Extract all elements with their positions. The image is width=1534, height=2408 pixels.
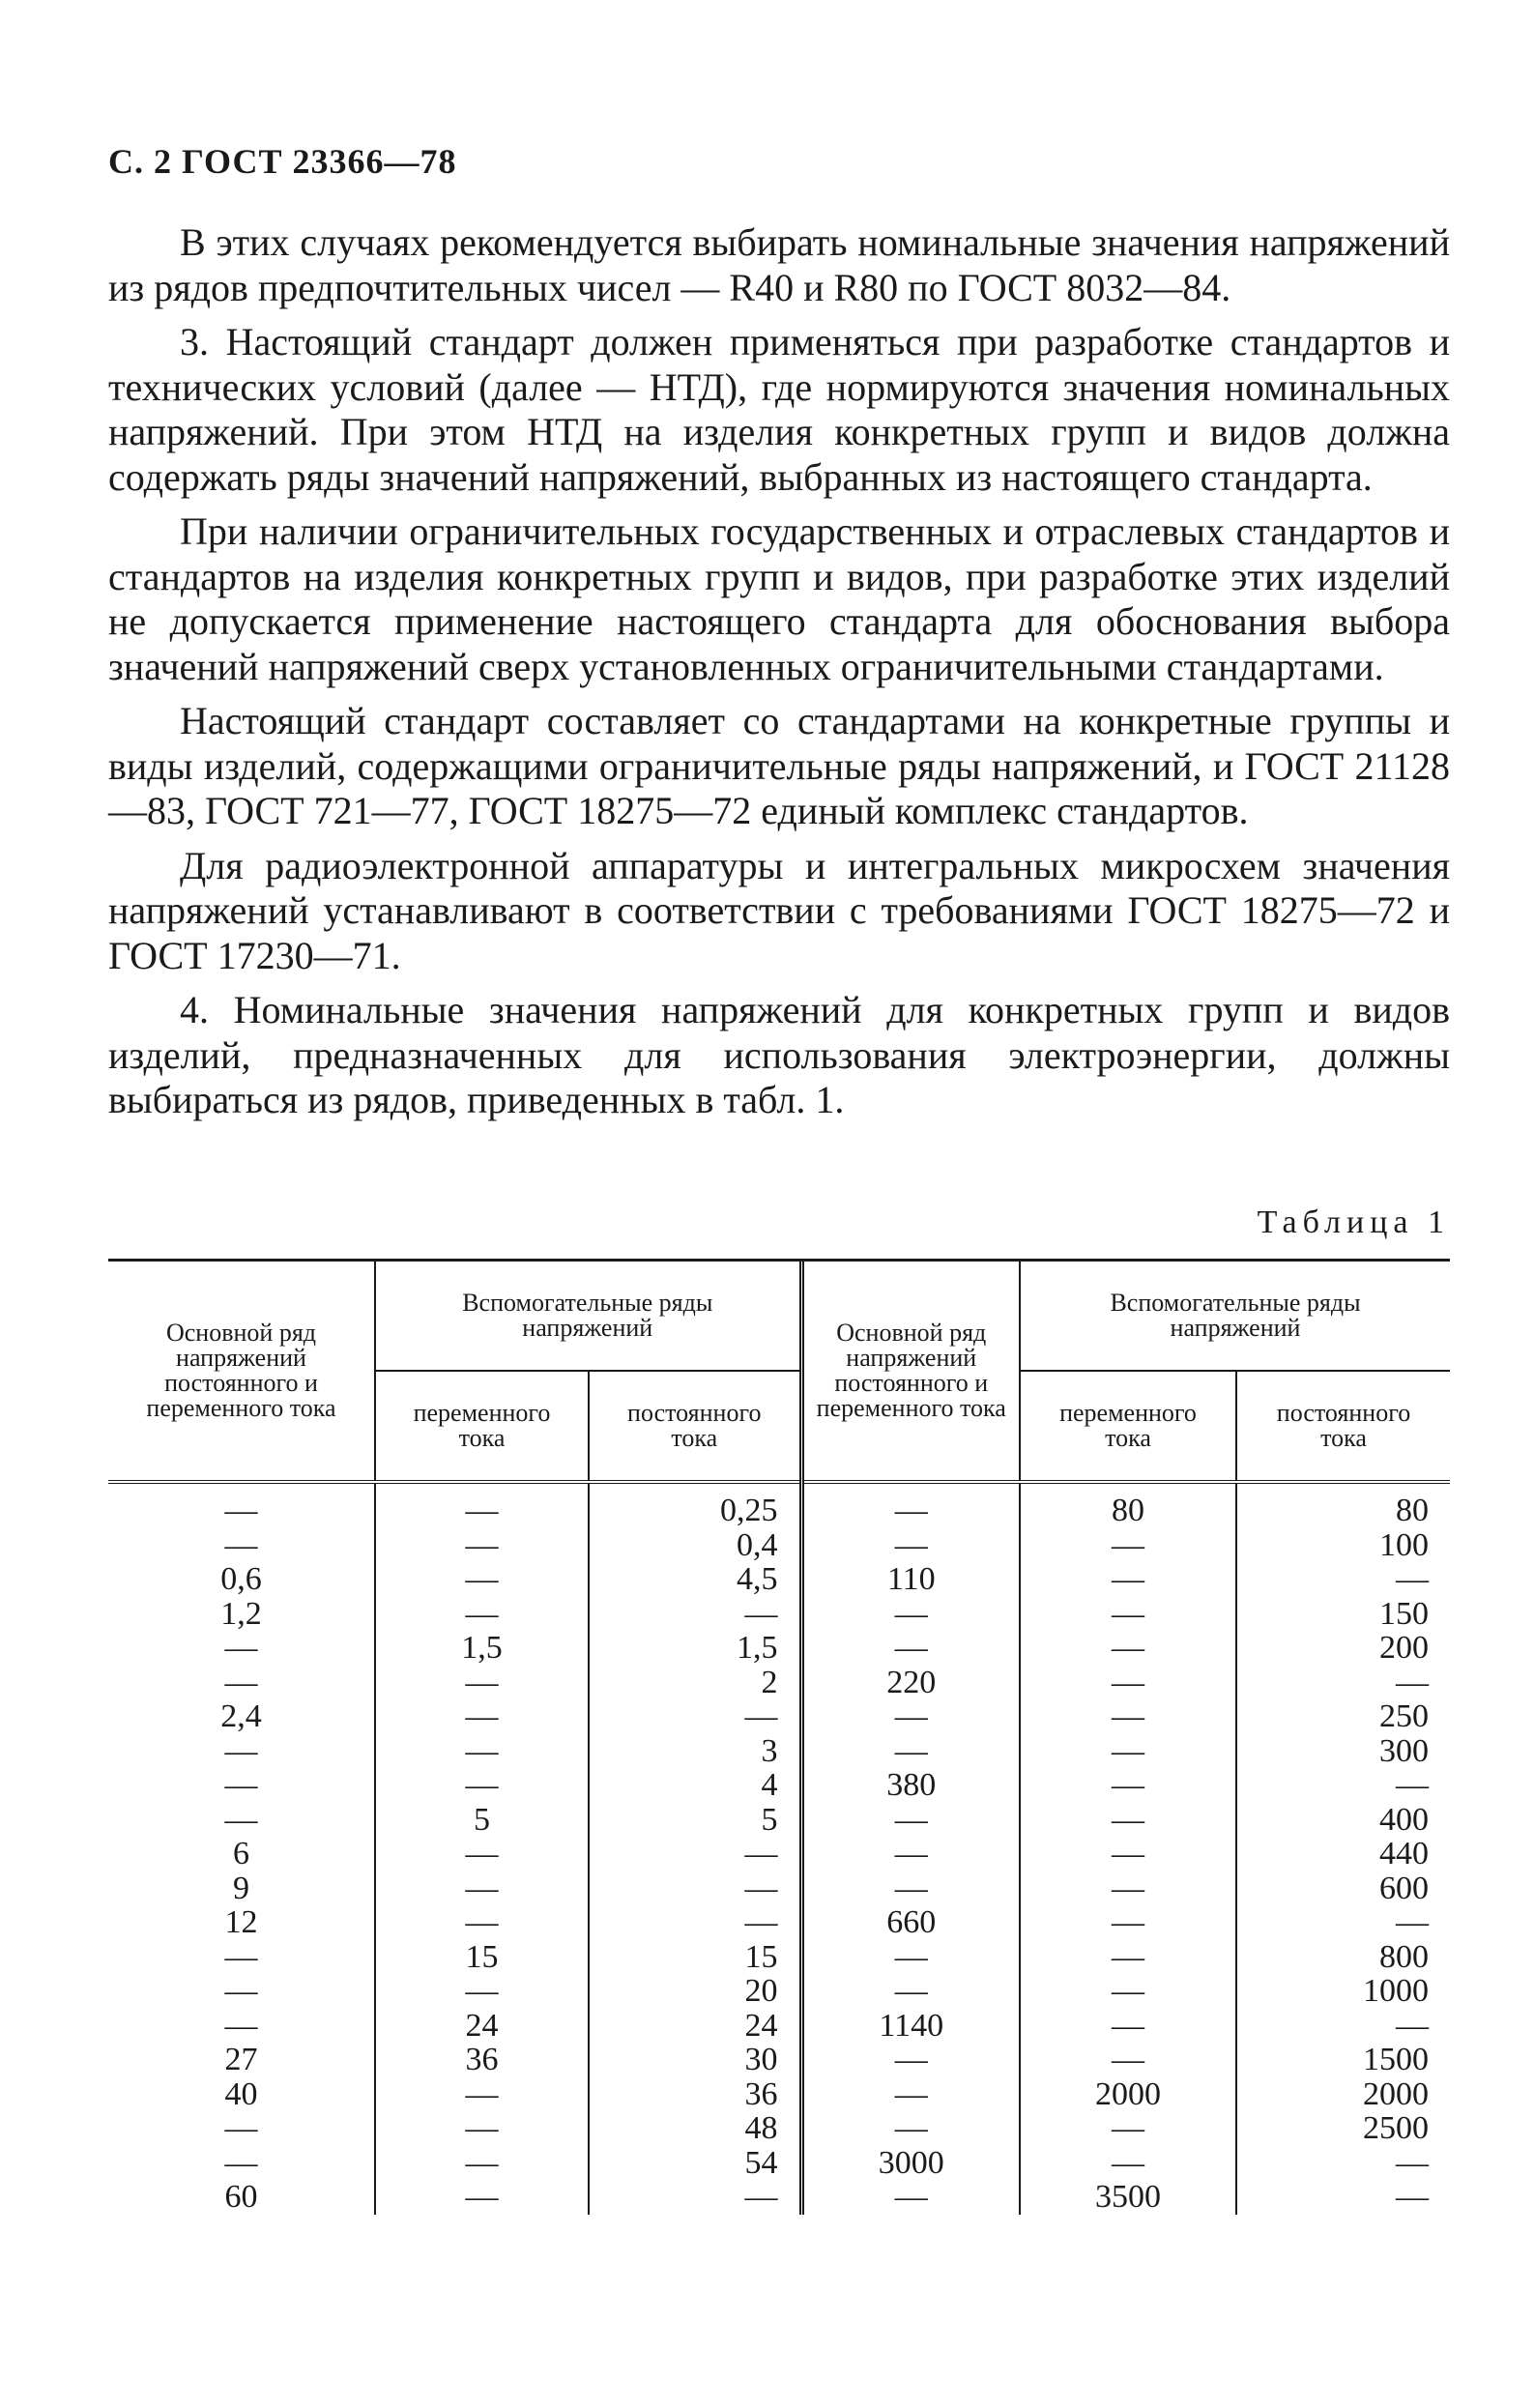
- cell-main-right: —: [801, 1871, 1020, 1906]
- table-row: [108, 1940, 1450, 1975]
- cell-dc-right: 300: [1236, 1734, 1450, 1769]
- cell-dc-left: 54: [589, 2146, 801, 2181]
- table-row: [108, 1803, 1450, 1838]
- cell-dc-right: 80: [1236, 1482, 1450, 1528]
- cell-main-right: —: [801, 1940, 1020, 1975]
- cell-main-right: —: [801, 2043, 1020, 2077]
- cell-main-right: —: [801, 2180, 1020, 2215]
- header-dc-left: постоянного тока: [589, 1371, 801, 1482]
- cell-ac-left: 15: [375, 1940, 589, 1975]
- cell-dc-right: —: [1236, 1768, 1450, 1803]
- cell-main-left: 60: [224, 2179, 258, 2215]
- cell-main-left: —: [224, 2007, 258, 2044]
- cell-dc-right: 1500: [1236, 2043, 1450, 2077]
- cell-dc-left: —: [589, 1837, 801, 1871]
- table-caption: Таблица 1: [1257, 1204, 1450, 1240]
- cell-main-left: 6: [233, 1836, 249, 1871]
- table-row: [108, 1768, 1450, 1803]
- cell-main-left: —: [224, 1767, 258, 1803]
- cell-dc-left: 30: [589, 2043, 801, 2077]
- cell-ac-left: —: [375, 1699, 589, 1734]
- cell-main-left: —: [224, 1664, 258, 1700]
- cell-ac-left: —: [375, 1974, 589, 2009]
- cell-dc-left: —: [589, 1905, 801, 1940]
- cell-dc-right: 2500: [1236, 2111, 1450, 2146]
- cell-dc-left: 1,5: [589, 1631, 801, 1666]
- cell-main-left: —: [224, 1973, 258, 2009]
- cell-dc-left: 2: [589, 1666, 801, 1700]
- cell-dc-left: 4: [589, 1768, 801, 1803]
- table-row: [108, 1666, 1450, 1700]
- cell-main-left: —: [224, 1493, 258, 1528]
- table-row: [108, 1974, 1450, 2009]
- cell-ac-right: —: [1020, 1905, 1236, 1940]
- cell-dc-left: 0,25: [589, 1482, 801, 1528]
- table-row: [108, 2077, 1450, 2112]
- cell-ac-left: —: [375, 1482, 589, 1528]
- header-ac-left: переменного тока: [375, 1371, 589, 1482]
- table-row: [108, 1562, 1450, 1597]
- cell-dc-right: 200: [1236, 1631, 1450, 1666]
- cell-main-left: 9: [233, 1870, 249, 1906]
- cell-main-left: —: [224, 1732, 258, 1769]
- cell-dc-right: 440: [1236, 1837, 1450, 1871]
- cell-ac-left: 24: [375, 2009, 589, 2044]
- cell-ac-left: —: [375, 1666, 589, 1700]
- table-row: [108, 2146, 1450, 2181]
- cell-ac-right: —: [1020, 1699, 1236, 1734]
- cell-dc-left: 0,4: [589, 1528, 801, 1563]
- cell-dc-right: —: [1236, 2146, 1450, 2181]
- cell-dc-right: 400: [1236, 1803, 1450, 1838]
- cell-dc-left: —: [589, 1597, 801, 1632]
- cell-ac-right: —: [1020, 1803, 1236, 1838]
- cell-main-right: 3000: [801, 2146, 1020, 2181]
- cell-dc-right: —: [1236, 2009, 1450, 2044]
- cell-main-right: —: [801, 1699, 1020, 1734]
- table-row: [108, 1482, 1450, 1528]
- cell-ac-left: —: [375, 2111, 589, 2146]
- cell-main-right: —: [801, 1734, 1020, 1769]
- cell-main-left: —: [224, 2144, 258, 2181]
- cell-dc-left: 24: [589, 2009, 801, 2044]
- table-row: [108, 2043, 1450, 2077]
- cell-ac-right: —: [1020, 1974, 1236, 2009]
- table-row: [108, 1837, 1450, 1871]
- cell-ac-left: —: [375, 1871, 589, 1906]
- cell-ac-right: —: [1020, 1528, 1236, 1563]
- cell-ac-left: —: [375, 1528, 589, 1563]
- cell-dc-right: 800: [1236, 1940, 1450, 1975]
- cell-main-left: —: [224, 1526, 258, 1563]
- cell-dc-left: 5: [589, 1803, 801, 1838]
- paragraph: 3. Настоящий стандарт должен применяться при разработке стандартов и технических условий (далее — НТД), где нормируются значения номинальных напряжений. При этом НТД на изделия конкретных групп и видов должна содержать ряды значений напряжений, выбранных из настоящего стандарта.: [108, 320, 1450, 499]
- cell-main-left: 27: [224, 2042, 258, 2077]
- cell-ac-right: 3500: [1020, 2180, 1236, 2215]
- cell-main-right: 660: [801, 1905, 1020, 1940]
- cell-main-right: 1140: [801, 2009, 1020, 2044]
- cell-ac-left: —: [375, 2180, 589, 2215]
- cell-dc-right: 600: [1236, 1871, 1450, 1906]
- cell-ac-right: 80: [1020, 1482, 1236, 1528]
- table-row: [108, 2111, 1450, 2146]
- cell-dc-left: 3: [589, 1734, 801, 1769]
- cell-dc-right: —: [1236, 1562, 1450, 1597]
- table-row: [108, 1871, 1450, 1906]
- table-row: [108, 1734, 1450, 1769]
- cell-dc-right: —: [1236, 1666, 1450, 1700]
- cell-ac-right: 2000: [1020, 2077, 1236, 2112]
- cell-ac-left: —: [375, 1837, 589, 1871]
- cell-ac-right: —: [1020, 1940, 1236, 1975]
- cell-main-right: —: [801, 1837, 1020, 1871]
- voltage-table: [108, 1259, 1450, 2215]
- cell-dc-left: —: [589, 1871, 801, 1906]
- header-main-series-right: Основной ряд напряжений постоянного и переменного тока: [801, 1262, 1020, 1482]
- cell-main-right: —: [801, 1974, 1020, 2009]
- cell-ac-right: —: [1020, 1597, 1236, 1632]
- table-row: [108, 1597, 1450, 1632]
- cell-ac-left: 36: [375, 2043, 589, 2077]
- cell-ac-left: —: [375, 2077, 589, 2112]
- cell-ac-left: —: [375, 1734, 589, 1769]
- paragraph: Настоящий стандарт составляет со стандартами на конкретные группы и виды изделий, содержащими ограничительные ряды напряжений, и ГОСТ 21128—83, ГОСТ 721—77, ГОСТ 18275—72 единый комплекс стандартов.: [108, 699, 1450, 832]
- header-aux-series-left: Вспомогательные ряды напряжений: [375, 1262, 801, 1371]
- cell-ac-right: —: [1020, 1666, 1236, 1700]
- cell-dc-right: —: [1236, 2180, 1450, 2215]
- cell-dc-right: 1000: [1236, 1974, 1450, 2009]
- cell-ac-left: —: [375, 2146, 589, 2181]
- cell-ac-right: —: [1020, 1768, 1236, 1803]
- cell-main-left: 1,2: [220, 1595, 262, 1632]
- cell-ac-left: —: [375, 1768, 589, 1803]
- cell-main-left: —: [224, 2110, 258, 2146]
- cell-ac-right: —: [1020, 1871, 1236, 1906]
- cell-main-left: 40: [224, 2075, 258, 2112]
- cell-main-right: —: [801, 2111, 1020, 2146]
- cell-ac-left: 5: [375, 1803, 589, 1838]
- cell-ac-right: —: [1020, 1562, 1236, 1597]
- cell-main-right: 220: [801, 1666, 1020, 1700]
- cell-ac-right: —: [1020, 1734, 1236, 1769]
- cell-dc-left: 20: [589, 1974, 801, 2009]
- cell-dc-right: —: [1236, 1905, 1450, 1940]
- header-dc-right: постоянного тока: [1236, 1371, 1450, 1482]
- paragraph: В этих случаях рекомендуется выбирать номинальные значения напряжений из рядов предпочтительных чисел — R40 и R80 по ГОСТ 8032—84.: [108, 220, 1450, 309]
- cell-main-right: —: [801, 1482, 1020, 1528]
- header-aux-series-right: Вспомогательные ряды напряжений: [1020, 1262, 1450, 1371]
- table-row: [108, 1699, 1450, 1734]
- cell-main-left: 12: [224, 1904, 258, 1940]
- cell-ac-left: 1,5: [375, 1631, 589, 1666]
- cell-dc-left: —: [589, 2180, 801, 2215]
- paragraph: Для радиоэлектронной аппаратуры и интегральных микросхем значения напряжений устанавливают в соответствии с требованиями ГОСТ 18275—72 и ГОСТ 17230—71.: [108, 843, 1450, 977]
- table-row: [108, 2009, 1450, 2044]
- cell-main-right: —: [801, 1597, 1020, 1632]
- cell-ac-right: —: [1020, 2009, 1236, 2044]
- paragraph: 4. Номинальные значения напряжений для конкретных групп и видов изделий, предназначенных для использования электроэнергии, должны выбираться из рядов, приведенных в табл. 1.: [108, 988, 1450, 1121]
- cell-dc-left: 15: [589, 1940, 801, 1975]
- cell-main-right: —: [801, 2077, 1020, 2112]
- cell-ac-right: —: [1020, 1837, 1236, 1871]
- cell-main-right: —: [801, 1803, 1020, 1838]
- body-text: [108, 220, 1450, 1133]
- cell-main-right: 380: [801, 1768, 1020, 1803]
- paragraph: При наличии ограничительных государственных и отраслевых стандартов и стандартов на изделия конкретных групп и видов, при разработке этих изделий не допускается применение настоящего стандарта для обоснования выбора значений напряжений сверх установленных ограничительными стандартами.: [108, 509, 1450, 688]
- cell-ac-right: —: [1020, 2043, 1236, 2077]
- cell-main-left: 0,6: [220, 1561, 262, 1597]
- cell-dc-left: 36: [589, 2077, 801, 2112]
- cell-dc-right: 2000: [1236, 2077, 1450, 2112]
- cell-ac-left: —: [375, 1597, 589, 1632]
- page-header: С. 2 ГОСТ 23366—78: [108, 142, 457, 181]
- cell-main-left: —: [224, 1801, 258, 1838]
- cell-main-right: —: [801, 1528, 1020, 1563]
- cell-ac-left: —: [375, 1562, 589, 1597]
- cell-dc-right: 250: [1236, 1699, 1450, 1734]
- cell-ac-left: —: [375, 1905, 589, 1940]
- table-row: [108, 1905, 1450, 1940]
- cell-main-right: —: [801, 1631, 1020, 1666]
- cell-ac-right: —: [1020, 2146, 1236, 2181]
- cell-ac-right: —: [1020, 1631, 1236, 1666]
- cell-main-left: —: [224, 1938, 258, 1975]
- table-row: [108, 1528, 1450, 1563]
- header-ac-right: переменного тока: [1020, 1371, 1236, 1482]
- cell-ac-right: —: [1020, 2111, 1236, 2146]
- cell-main-left: 2,4: [220, 1698, 262, 1734]
- cell-dc-left: 48: [589, 2111, 801, 2146]
- header-main-series-left: Основной ряд напряжений постоянного и переменного тока: [108, 1262, 375, 1482]
- cell-dc-right: 100: [1236, 1528, 1450, 1563]
- cell-dc-right: 150: [1236, 1597, 1450, 1632]
- cell-dc-left: 4,5: [589, 1562, 801, 1597]
- table-row: [108, 2180, 1450, 2215]
- table-row: [108, 1631, 1450, 1666]
- cell-dc-left: —: [589, 1699, 801, 1734]
- cell-main-left: —: [224, 1630, 258, 1666]
- cell-main-right: 110: [801, 1562, 1020, 1597]
